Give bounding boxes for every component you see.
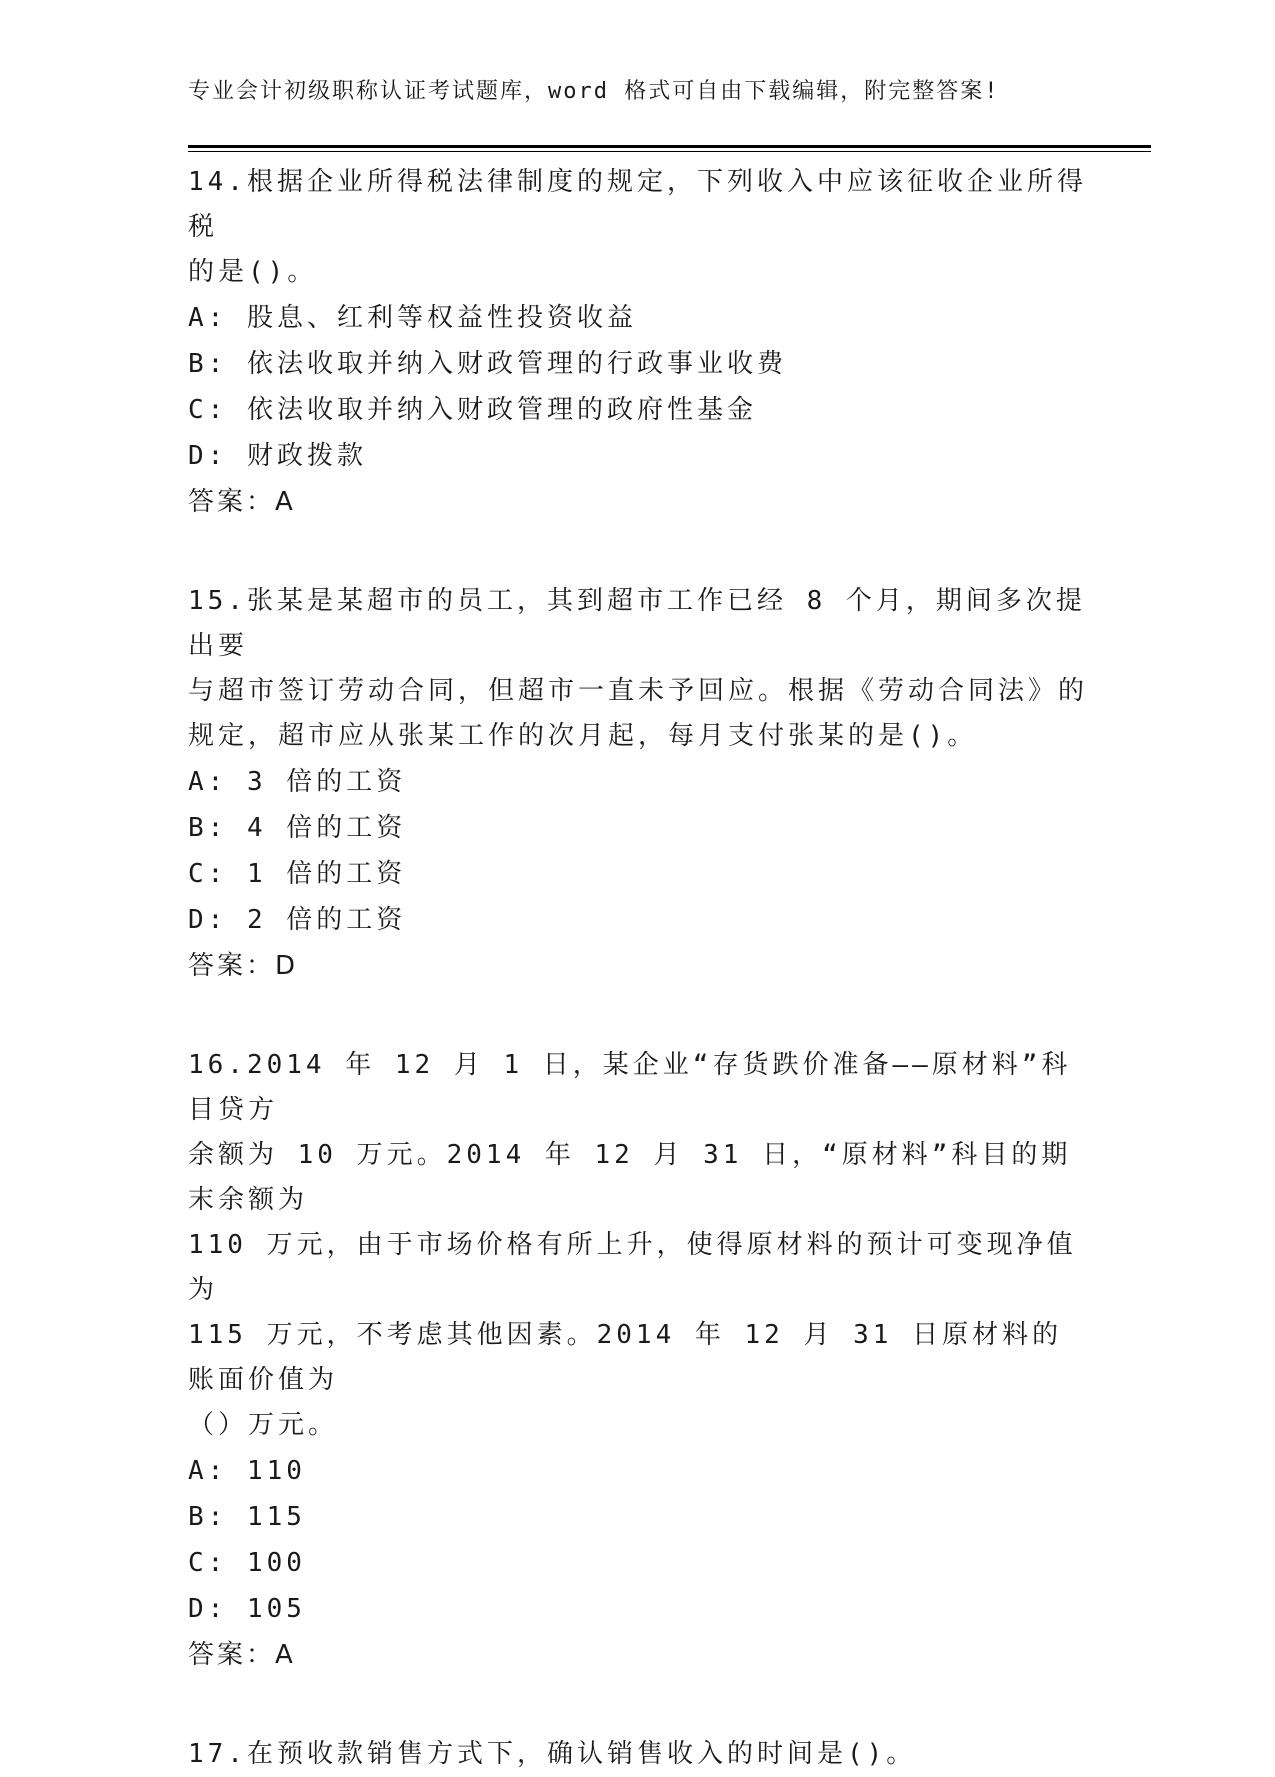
- option-b: B: 115: [188, 1502, 306, 1532]
- option-c: C: 1 倍的工资: [188, 859, 407, 889]
- option-d: D: 2 倍的工资: [188, 905, 407, 935]
- question-14: [188, 160, 1088, 525]
- question-stem-line: 的是()。: [188, 257, 318, 287]
- question-16: [188, 1043, 1088, 1678]
- question-stem-line: 110 万元，由于市场价格有所上升，使得原材料的预计可变现净值为: [188, 1230, 1077, 1305]
- question-stem-line: 余额为 10 万元。2014 年 12 月 31 日，“原材料”科目的期末余额为: [188, 1140, 1072, 1215]
- answer-label: 答案：: [188, 1640, 276, 1670]
- answer-value: A: [275, 1640, 296, 1670]
- question-stem-line: 15.张某是某超市的员工，其到超市工作已经 8 个月，期间多次提出要: [188, 586, 1086, 661]
- answer-line: [188, 943, 1088, 989]
- answer-line: [188, 1632, 1088, 1678]
- answer-label: 答案：: [188, 487, 276, 517]
- answer-label: 答案：: [188, 951, 276, 981]
- option-c: C: 100: [188, 1548, 306, 1578]
- question-15: [188, 579, 1088, 989]
- answer-value: A: [275, 487, 296, 517]
- question-stem-line: 17.在预收款销售方式下，确认销售收入的时间是()。: [188, 1739, 917, 1769]
- option-c: C: 依法收取并纳入财政管理的政府性基金: [188, 395, 757, 425]
- option-a: A: 股息、红利等权益性投资收益: [188, 303, 637, 333]
- question-stem-line: 与超市签订劳动合同，但超市一直未予回应。根据《劳动合同法》的: [188, 676, 1089, 706]
- document-header: 专业会计初级职称认证考试题库，word 格式可自由下载编辑，附完整答案!: [188, 79, 1000, 104]
- question-stem-line: 115 万元，不考虑其他因素。2014 年 12 月 31 日原材料的账面价值为: [188, 1320, 1063, 1395]
- option-d: D: 财政拨款: [188, 441, 367, 471]
- question-17: [188, 1732, 1088, 1777]
- question-stem-line: 16.2014 年 12 月 1 日，某企业“存货跌价准备——原材料”科目贷方: [188, 1050, 1072, 1125]
- option-d: D: 105: [188, 1594, 306, 1624]
- answer-value: D: [275, 951, 299, 981]
- option-a: A: 3 倍的工资: [188, 767, 407, 797]
- question-stem-line: 14.根据企业所得税法律制度的规定，下列收入中应该征收企业所得税: [188, 167, 1087, 242]
- option-a: A: 110: [188, 1456, 306, 1486]
- header-rule-thin: [188, 151, 1151, 152]
- option-b: B: 4 倍的工资: [188, 813, 407, 843]
- question-list: [188, 160, 1088, 1777]
- answer-line: [188, 479, 1088, 525]
- header-rule-thick: [188, 145, 1151, 148]
- question-stem-line: 规定，超市应从张某工作的次月起，每月支付张某的是()。: [188, 721, 978, 751]
- option-b: B: 依法收取并纳入财政管理的行政事业收费: [188, 349, 787, 379]
- question-stem-line: （）万元。: [188, 1410, 339, 1440]
